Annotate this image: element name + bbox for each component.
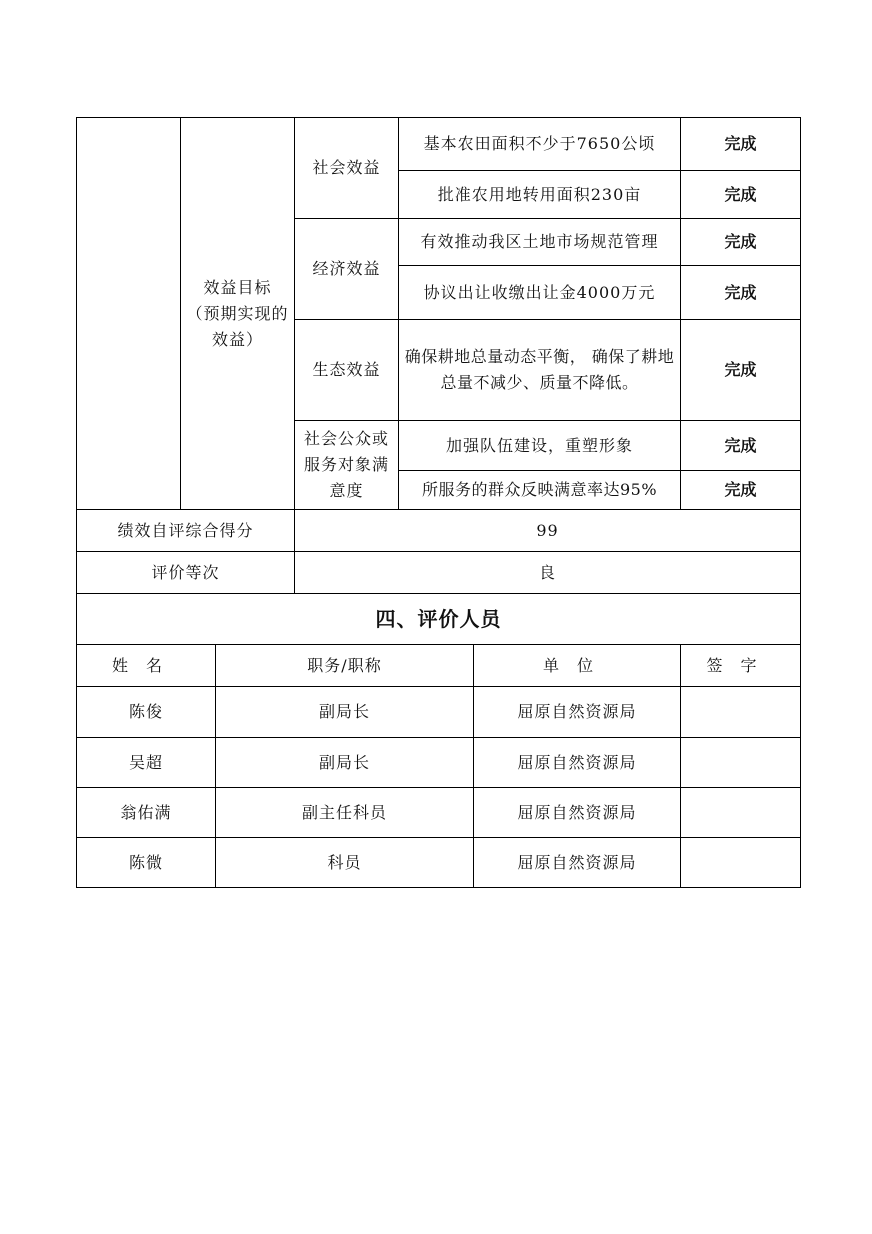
group-line: 社会公众或 [303,429,389,448]
label-line: （预期实现的 [186,303,289,323]
status-cell: 完成 [724,435,757,455]
indicator-cell: 批准农用地转用面积230亩 [437,184,642,204]
table-border-right [800,117,801,887]
status-cell: 完成 [724,282,757,302]
evaluator-unit: 屈原自然资源局 [517,752,637,772]
group-social-benefit: 社会效益 [312,158,381,177]
indicator-cell: 协议出让收缴出让金4000万元 [423,282,656,302]
group-line: 意度 [329,481,364,500]
indicator-line: 确保耕地总量动态平衡， 确保了耕地 [404,347,675,366]
grade-value: 良 [538,562,556,582]
status-cell: 完成 [724,232,757,251]
evaluator-signature [681,738,800,787]
evaluator-signature [681,687,800,737]
indicator-cell [399,320,680,420]
evaluator-signature [681,788,800,837]
evaluator-name: 陈微 [128,852,163,872]
benefit-target-label [181,118,294,509]
evaluator-unit: 屈原自然资源局 [517,802,637,822]
header-name: 姓名 [111,655,180,675]
evaluator-title: 副局长 [318,702,370,721]
indicator-cell: 加强队伍建设，重塑形象 [445,435,633,455]
score-value: 99 [536,520,559,540]
evaluator-name: 陈俊 [128,702,163,721]
indicator-cell: 所服务的群众反映满意率达95% [421,480,658,499]
group-economic-benefit: 经济效益 [312,259,381,278]
indicator-line: 总量不减少、质量不降低。 [440,373,639,392]
group-ecological-benefit: 生态效益 [312,360,381,379]
score-label: 绩效自评综合得分 [117,520,254,540]
status-cell: 完成 [724,360,757,379]
status-cell: 完成 [724,134,757,153]
label-line: 效益目标 [203,277,272,297]
evaluator-title: 副局长 [318,752,370,772]
evaluator-title: 副主任科员 [301,802,387,822]
indicator-cell: 有效推动我区土地市场规范管理 [420,232,659,251]
header-signature: 签字 [706,655,775,675]
evaluator-signature [681,838,800,887]
evaluator-title: 科员 [327,852,362,872]
evaluator-name: 吴超 [128,752,163,772]
label-line: 效益） [211,329,263,349]
table-border-bottom [76,887,801,888]
indicator-cell: 基本农田面积不少于7650公顷 [423,134,656,153]
group-satisfaction [295,421,398,509]
header-title: 职务/职称 [307,655,382,675]
evaluator-unit: 屈原自然资源局 [517,702,637,721]
evaluator-unit: 屈原自然资源局 [517,852,637,872]
group-line: 服务对象满 [303,455,389,474]
status-cell: 完成 [724,184,757,204]
evaluator-name: 翁佑满 [120,802,172,822]
grade-label: 评价等次 [151,562,220,582]
section-title: 四、评价人员 [375,607,502,631]
header-unit: 单位 [542,655,611,675]
status-cell: 完成 [724,480,757,499]
